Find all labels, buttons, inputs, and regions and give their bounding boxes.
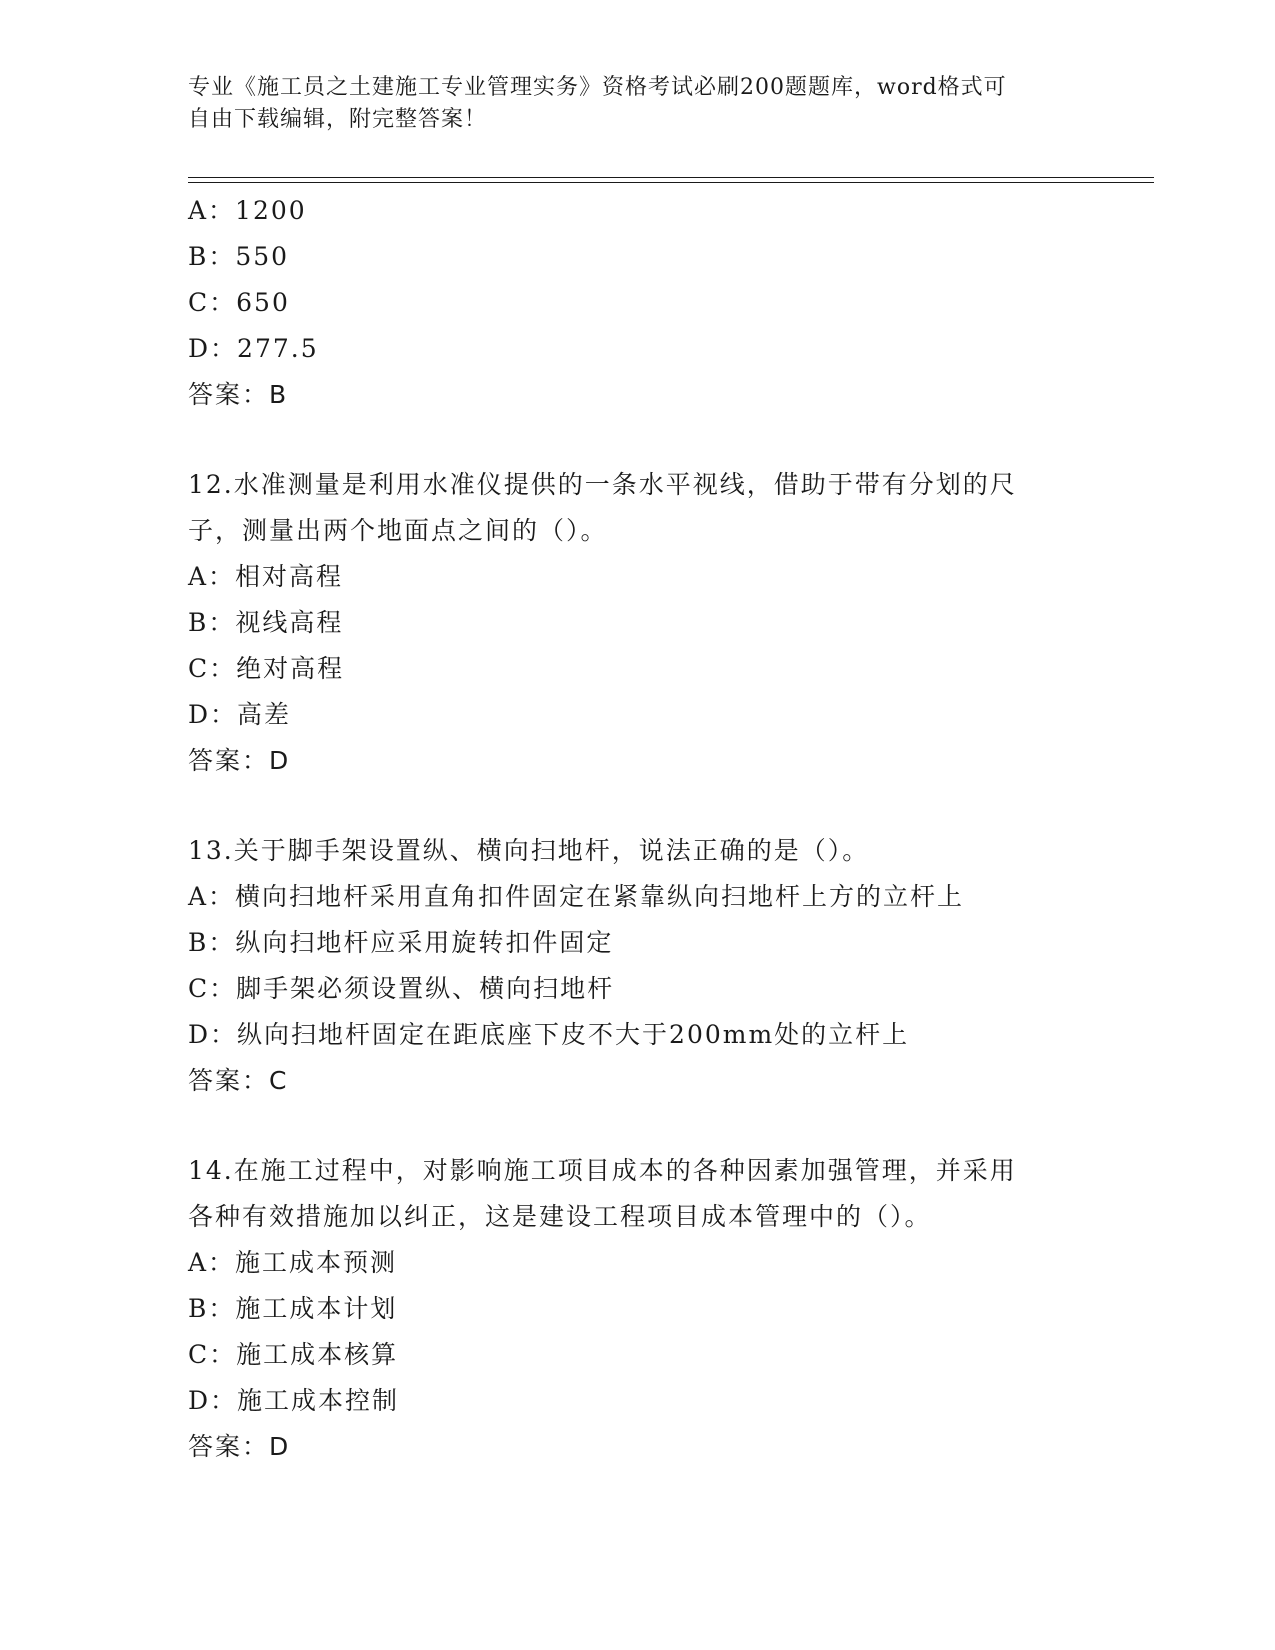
header-line-2: 自由下载编辑，附完整答案！ [188,107,488,132]
option-c: C：650 [188,288,290,317]
header-line-1: 专业《施工员之土建施工专业管理实务》资格考试必刷200题题库，word格式可 [188,75,1007,100]
answer: 答案：B [188,380,289,409]
question-14 [188,1148,1088,1470]
document-header [188,72,1068,136]
option-d: D：高差 [188,700,292,729]
question-spacer [188,1104,1088,1148]
question-12 [188,462,1088,784]
option-c: C：施工成本核算 [188,1340,399,1369]
option-c: C：绝对高程 [188,654,345,683]
option-d: D：277.5 [188,334,319,363]
option-b: B：施工成本计划 [188,1294,398,1323]
answer: 答案：C [188,1066,289,1095]
option-b: B：视线高程 [188,608,344,637]
question-11 [188,188,1088,418]
option-b: B：550 [188,242,290,271]
question-spacer [188,784,1088,828]
option-b: B：纵向扫地杆应采用旋转扣件固定 [188,928,614,957]
question-spacer [188,418,1088,462]
option-a: A：横向扫地杆采用直角扣件固定在紧靠纵向扫地杆上方的立杆上 [188,882,965,911]
question-stem-continued: 子，测量出两个地面点之间的（）。 [188,516,608,545]
option-d: D：施工成本控制 [188,1386,400,1415]
question-list [188,188,1088,1470]
question-stem: 14.在施工过程中，对影响施工项目成本的各种因素加强管理，并采用 [188,1156,1017,1185]
option-a: A：相对高程 [188,562,344,591]
question-stem-continued: 各种有效措施加以纠正，这是建设工程项目成本管理中的（）。 [188,1202,932,1231]
header-rule-bottom [188,182,1154,183]
answer: 答案：D [188,1432,291,1461]
option-a: A：施工成本预测 [188,1248,398,1277]
question-stem: 13.关于脚手架设置纵、横向扫地杆，说法正确的是（）。 [188,836,870,865]
option-a: A：1200 [188,196,307,225]
option-c: C：脚手架必须设置纵、横向扫地杆 [188,974,615,1003]
option-d: D：纵向扫地杆固定在距底座下皮不大于200mm处的立杆上 [188,1020,910,1049]
answer: 答案：D [188,746,291,775]
question-13 [188,828,1088,1104]
header-rule-top [188,177,1154,178]
question-stem: 12.水准测量是利用水准仪提供的一条水平视线，借助于带有分划的尺 [188,470,1017,499]
